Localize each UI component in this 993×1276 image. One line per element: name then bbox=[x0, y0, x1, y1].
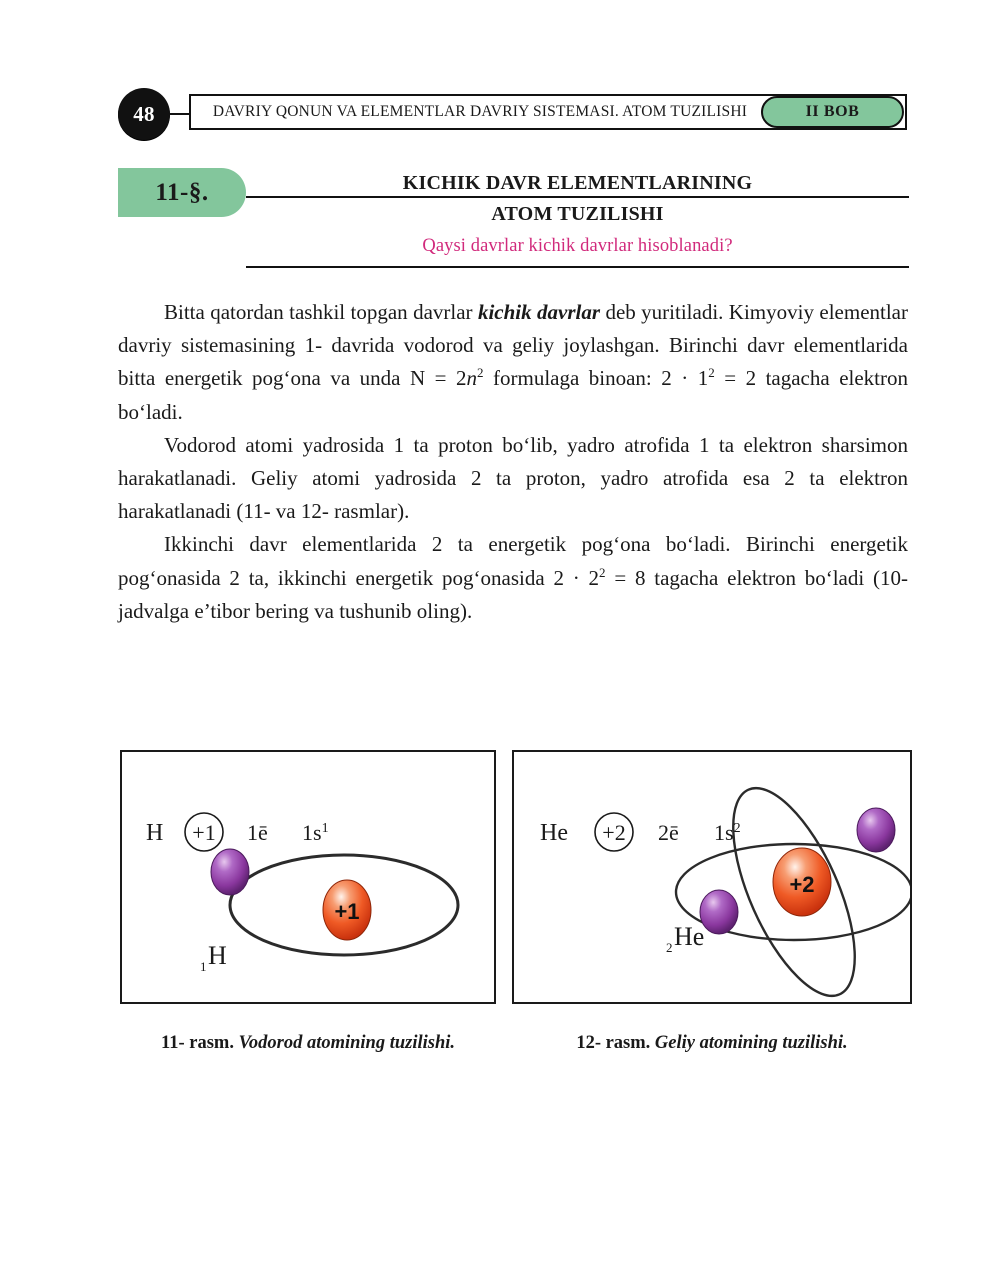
figure-helium-caption-number: 12- rasm. bbox=[576, 1033, 651, 1053]
p1-variable-n: n bbox=[466, 366, 477, 391]
helium-configuration-label: $1s^2$ bbox=[714, 820, 741, 845]
figure-hydrogen-caption bbox=[120, 1030, 496, 1057]
header-connector-line bbox=[168, 113, 190, 115]
section-question: Qaysi davrlar kichik davrlar hisoblanadi? bbox=[422, 236, 733, 256]
helium-atomic-number-label: 2 bbox=[666, 940, 673, 955]
body-text bbox=[118, 296, 908, 628]
header-title: DAVRIY QONUN VA ELEMENTLAR DAVRIY SISTEMASI. ATOM TUZILISHI bbox=[212, 103, 748, 120]
p1-part-a: Bitta qatordan tashkil topgan davrlar bbox=[164, 300, 478, 324]
section-number-label: 11-§. bbox=[155, 178, 209, 206]
p1-exponent-1: 2 bbox=[476, 365, 484, 381]
p1-part-b: deb yuritiladi. Kimyoviy elementlar davriy sistemasining 1- davrida vodorod va geliy joylashgan. Birinchi davr elementlarida bitta energetik pog‘ona va unda N = 2 bbox=[118, 300, 908, 391]
section-number-badge bbox=[118, 168, 246, 217]
helium-symbol-label: He bbox=[540, 820, 568, 846]
section-title-line2: ATOM TUZILISHI bbox=[491, 203, 664, 225]
section-title bbox=[246, 168, 909, 230]
p3-exponent: 2 bbox=[599, 564, 606, 580]
hydrogen-nucleus-charge-label: +1 bbox=[334, 899, 360, 924]
helium-charge-label: +2 bbox=[602, 820, 626, 845]
paragraph-3 bbox=[118, 528, 908, 628]
p3-part-a: Ikkinchi davr elementlarida 2 ta energetik pog‘ona bo‘ladi. Birinchi energetik pog‘onasida 2 ta, ikkinchi energetik pog‘onasida 2 · 2 bbox=[118, 532, 908, 590]
page-number: 48 bbox=[133, 101, 155, 126]
paragraph-1 bbox=[118, 296, 908, 429]
hydrogen-charge-label: +1 bbox=[192, 820, 216, 845]
helium-electron-2 bbox=[700, 890, 738, 934]
figure-helium-box bbox=[512, 750, 912, 1004]
helium-atom-symbol-label: He bbox=[674, 922, 705, 951]
hydrogen-atom-symbol-label: H bbox=[208, 941, 227, 970]
p1-part-d: = 2 tagacha elektron bo‘ladi. bbox=[118, 366, 908, 424]
chapter-badge bbox=[761, 96, 904, 128]
figure-hydrogen-caption-number: 11- rasm. bbox=[160, 1033, 234, 1053]
figure-helium-caption bbox=[512, 1030, 912, 1057]
hydrogen-symbol-label: H bbox=[146, 820, 164, 846]
figure-hydrogen-box bbox=[120, 750, 496, 1004]
hydrogen-configuration-label: $1s^1$ bbox=[302, 820, 329, 845]
figure-helium-caption-text: Geliy atomining tuzilishi. bbox=[650, 1033, 848, 1053]
figure-helium-diagram bbox=[514, 752, 910, 1002]
chapter-badge-label: II BOB bbox=[805, 103, 860, 120]
figure-hydrogen-diagram bbox=[122, 752, 494, 1002]
p1-exponent-2: 2 bbox=[708, 365, 715, 381]
section-rule-bottom bbox=[246, 266, 909, 268]
section-title-line1: KICHIK DAVR ELEMENTLARINING bbox=[402, 172, 753, 194]
p1-part-c: formulaga binoan: 2 · 1 bbox=[483, 366, 709, 391]
helium-electron-count-label: 2ē bbox=[658, 820, 679, 845]
page-number-badge bbox=[118, 88, 170, 140]
hydrogen-electron bbox=[211, 849, 249, 895]
hydrogen-electron-count-label: 1ē bbox=[247, 820, 268, 845]
hydrogen-atomic-number-label: 1 bbox=[200, 959, 207, 974]
helium-electron-1 bbox=[857, 808, 895, 852]
helium-nucleus-charge-label: +2 bbox=[789, 872, 815, 897]
figure-hydrogen-caption-text: Vodorod atomining tuzilishi. bbox=[233, 1033, 456, 1053]
paragraph-2: Vodorod atomi yadrosida 1 ta proton bo‘lib, yadro atrofida 1 ta elektron sharsimon harakatlanadi. Geliy atomi yadrosida 2 ta proton, yadro atrofida esa 2 ta elektron harakatlanadi (11- va 12- rasmlar). bbox=[118, 432, 908, 524]
p3-part-b: = 8 tagacha elektron bo‘ladi (10- jadvalga e’tibor bering va tushunib oling). bbox=[118, 565, 908, 623]
p1-emphasis: kichik davrlar bbox=[477, 300, 601, 324]
